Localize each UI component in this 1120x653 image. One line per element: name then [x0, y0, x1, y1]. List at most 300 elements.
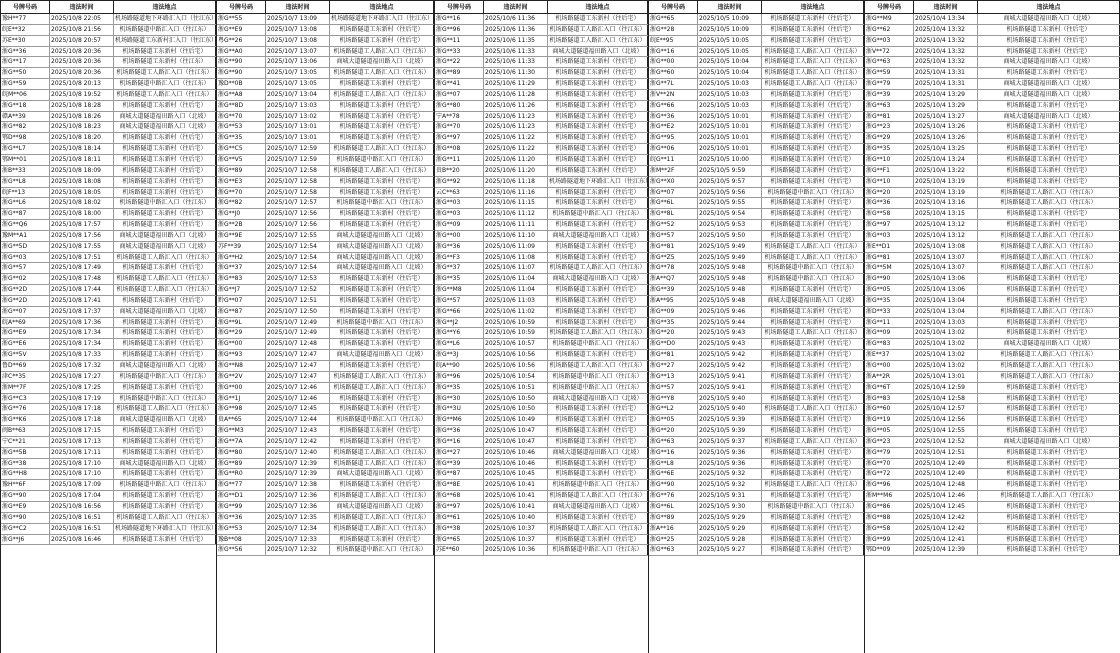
table-row [1, 469, 216, 480]
plate-number-cell: 津C**35 [1, 372, 50, 382]
violation-location-cell: 机场路隧道工东新村（往后宅） [762, 318, 864, 328]
plate-number-cell: 宁C**21 [1, 437, 50, 447]
table-row [217, 242, 434, 253]
violation-time-cell: 2025/10/8 17:04 [50, 491, 114, 501]
table-row [1, 361, 216, 372]
table-row [435, 372, 648, 383]
plate-number-cell: 浙G**36 [1, 47, 50, 57]
plate-number-cell: 浙G**7A [217, 437, 266, 447]
table-row [217, 307, 434, 318]
violation-time-cell: 2025/10/4 13:29 [914, 101, 978, 111]
violation-time-cell: 2025/10/7 12:54 [266, 263, 330, 273]
violation-time-cell: 2025/10/5 9:48 [698, 296, 762, 306]
table-row [1, 198, 216, 209]
violation-time-cell: 2025/10/7 12:56 [266, 209, 330, 219]
plate-number-cell: 浙G**35 [649, 318, 698, 328]
violation-time-cell: 2025/10/8 17:15 [50, 426, 114, 436]
plate-number-cell: 浙G**Y8 [649, 394, 698, 404]
violation-time-cell: 2025/10/7 12:35 [266, 513, 330, 523]
table-row [435, 426, 648, 437]
plate-number-cell: 浙G**83 [217, 274, 266, 284]
violation-time-cell: 2025/10/6 10:40 [484, 513, 548, 523]
violation-time-cell: 2025/10/8 21:56 [50, 25, 114, 35]
violation-location-cell: 机场路隧道中路汇入口（往江东） [114, 79, 216, 89]
violation-time-cell: 2025/10/4 12:48 [914, 480, 978, 490]
plate-number-cell: 浙G**90 [865, 274, 914, 284]
table-row [217, 112, 434, 123]
plate-number-cell: 浙G**78 [649, 263, 698, 273]
plate-number-cell: 浙G**80 [217, 448, 266, 458]
plate-number-cell: 浙G**7L [649, 79, 698, 89]
table-row [217, 90, 434, 101]
violation-time-cell: 2025/10/4 12:49 [914, 469, 978, 479]
table-row [649, 404, 864, 415]
plate-number-cell: 浙G**60 [649, 68, 698, 78]
plate-number-cell: 浙G**66 [649, 101, 698, 111]
violation-location-cell: 机场路隧道工东新村（往后宅） [548, 426, 648, 436]
violation-location-cell: 机场路隧道工东新村（往后宅） [114, 491, 216, 501]
plate-number-cell: 浙G**Y6 [435, 328, 484, 338]
plate-number-cell: 浙G**37 [435, 263, 484, 273]
plate-number-cell: 浙A**Q7 [649, 274, 698, 284]
table-row [865, 361, 1120, 372]
violation-time-cell: 2025/10/8 16:46 [50, 535, 114, 545]
violation-time-cell: 2025/10/5 9:39 [698, 415, 762, 425]
violation-location-cell: 机场路隧道工东新村（往后宅） [762, 361, 864, 371]
table-row [865, 545, 1120, 556]
table-row [1, 144, 216, 155]
table-row [435, 469, 648, 480]
table-row [1, 263, 216, 274]
plate-number-cell: 浙G**L6 [435, 339, 484, 349]
violation-location-cell: 机场路隧道地下环路汇入口（往江东） [331, 15, 434, 22]
plate-number-cell: 鄂D**98 [1, 133, 50, 143]
table-row [649, 307, 864, 318]
table-row [649, 36, 864, 47]
table-row [435, 155, 648, 166]
table-row [649, 133, 864, 144]
violation-location-cell: 机场路隧道工东新村（往后宅） [548, 133, 648, 143]
violation-location-cell: 机场路隧道工东新村（往后宅） [330, 296, 434, 306]
violation-location-cell: 机场路隧道工东新村（往后宅） [762, 394, 864, 404]
violation-location-cell: 商城大道隧道福田路入口（北坡） [978, 339, 1120, 349]
table-row [435, 448, 648, 459]
table-row [435, 166, 648, 177]
violation-time-cell: 2025/10/8 17:18 [50, 404, 114, 414]
table-row [435, 296, 648, 307]
table-row [865, 253, 1120, 264]
table-row [1, 524, 216, 535]
violation-time-cell: 2025/10/5 9:40 [698, 404, 762, 414]
plate-number-cell: 豫M**A1 [1, 231, 50, 241]
violation-time-cell: 2025/10/8 20:36 [50, 68, 114, 78]
table-row [217, 274, 434, 285]
violation-location-cell: 机场路隧道工东新村（往后宅） [762, 112, 864, 122]
violation-location-cell: 商城大道隧道福田路入口（北坡） [330, 57, 434, 67]
plate-number-cell: 闽B**63 [1, 426, 50, 436]
violation-location-cell: 机场路隧道工东新村（往后宅） [330, 122, 434, 132]
violation-time-cell: 2025/10/5 10:09 [698, 25, 762, 35]
violation-time-cell: 2025/10/7 12:59 [266, 144, 330, 154]
violation-time-cell: 2025/10/7 12:49 [266, 328, 330, 338]
violation-time-cell: 2025/10/8 18:08 [50, 177, 114, 187]
table-row [1, 350, 216, 361]
violation-time-cell: 2025/10/8 22:05 [50, 14, 114, 24]
column-header-time: 违法时间 [484, 1, 548, 13]
table-row [865, 328, 1120, 339]
plate-number-cell: 浙G**98 [217, 404, 266, 414]
plate-number-cell: 浙G**57 [649, 231, 698, 241]
violation-time-cell: 2025/10/5 9:30 [698, 502, 762, 512]
table-row [865, 122, 1120, 133]
plate-number-cell: 浙V**72 [865, 47, 914, 57]
table-row [865, 448, 1120, 459]
violation-location-cell: 商城大道隧道福田路入口（北坡） [330, 502, 434, 512]
violation-time-cell: 2025/10/5 9:31 [698, 491, 762, 501]
table-row [649, 296, 864, 307]
violation-location-cell: 机场路隧道工东新村（往后宅） [330, 535, 434, 545]
violation-time-cell: 2025/10/6 11:16 [484, 188, 548, 198]
plate-number-cell: 浙G**50 [1, 68, 50, 78]
violation-time-cell: 2025/10/7 13:08 [266, 25, 330, 35]
violation-time-cell: 2025/10/7 12:44 [266, 415, 330, 425]
violation-time-cell: 2025/10/5 9:37 [698, 437, 762, 447]
plate-number-cell: 浙G**9L [217, 318, 266, 328]
table-row [435, 513, 648, 524]
violation-location-cell: 机场路隧道工人路汇入口（往江东） [330, 144, 434, 154]
plate-number-cell: 浙G**00 [435, 231, 484, 241]
violation-time-cell: 2025/10/6 10:54 [484, 372, 548, 382]
plate-number-cell: 浙M**7F [1, 383, 50, 393]
plate-number-cell: 浙G**10 [865, 155, 914, 165]
violation-location-cell: 机场路隧道中路汇入口（往江东） [330, 155, 434, 165]
violation-time-cell: 2025/10/4 13:19 [914, 188, 978, 198]
violation-time-cell: 2025/10/7 12:57 [266, 198, 330, 208]
plate-number-cell: 浙G**89 [649, 513, 698, 523]
violation-time-cell: 2025/10/7 12:39 [266, 459, 330, 469]
violation-time-cell: 2025/10/5 9:48 [698, 285, 762, 295]
table-panel [216, 0, 434, 653]
violation-location-cell: 机场路隧道工东新村（往后宅） [978, 155, 1120, 165]
table-row [1, 90, 216, 101]
violation-time-cell: 2025/10/8 17:34 [50, 339, 114, 349]
plate-number-cell: 浙G**23 [865, 122, 914, 132]
table-row [435, 47, 648, 58]
violation-time-cell: 2025/10/5 9:36 [698, 448, 762, 458]
violation-location-cell: 商城大道隧道福田路入口（北坡） [548, 448, 648, 458]
violation-time-cell: 2025/10/4 12:39 [914, 545, 978, 555]
violation-time-cell: 2025/10/7 13:07 [266, 47, 330, 57]
plate-number-cell: 浙G**07 [1, 307, 50, 317]
table-row [865, 404, 1120, 415]
violation-time-cell: 2025/10/5 10:01 [698, 144, 762, 154]
table-panel [648, 0, 864, 653]
column-header-plate: 号牌号码 [217, 1, 266, 13]
violation-time-cell: 2025/10/5 9:41 [698, 383, 762, 393]
table-row [649, 220, 864, 231]
violation-time-cell: 2025/10/8 17:32 [50, 361, 114, 371]
table-row [1, 339, 216, 350]
plate-number-cell: 浙G**20 [865, 188, 914, 198]
plate-number-cell: 浙G**10 [865, 177, 914, 187]
violation-time-cell: 2025/10/5 9:49 [698, 242, 762, 252]
violation-time-cell: 2025/10/7 13:06 [266, 57, 330, 67]
table-row [649, 112, 864, 123]
violation-location-cell: 机场路隧道工东新村（往后宅） [330, 285, 434, 295]
table-row [649, 253, 864, 264]
plate-number-cell: 浙G**29 [217, 328, 266, 338]
table-row [865, 307, 1120, 318]
plate-number-cell: 浙G**6L [649, 502, 698, 512]
plate-number-cell: 浙G**79 [865, 79, 914, 89]
violation-time-cell: 2025/10/7 12:47 [266, 350, 330, 360]
violation-time-cell: 2025/10/8 18:02 [50, 198, 114, 208]
violation-time-cell: 2025/10/6 10:36 [484, 545, 548, 555]
plate-number-cell: 浙G**E9 [1, 502, 50, 512]
table-row [435, 274, 648, 285]
column-header-location: 违法地点 [978, 1, 1120, 13]
violation-time-cell: 2025/10/4 13:22 [914, 166, 978, 176]
table-row [435, 177, 652, 188]
violation-time-cell: 2025/10/7 12:58 [266, 177, 330, 187]
violation-time-cell: 2025/10/7 12:51 [266, 296, 330, 306]
plate-number-cell: 苏F**39 [217, 242, 266, 252]
violation-location-cell: 机场路隧道工人路汇入口（往江东） [330, 448, 434, 458]
table-row [865, 144, 1120, 155]
violation-time-cell: 2025/10/7 12:49 [266, 318, 330, 328]
table-row [217, 14, 434, 25]
table-row [649, 25, 864, 36]
table-row [649, 426, 864, 437]
violation-location-cell: 机场路隧道工东新村（往后宅） [762, 166, 864, 176]
violation-time-cell: 2025/10/8 18:26 [50, 112, 114, 122]
violation-time-cell: 2025/10/4 12:51 [914, 448, 978, 458]
column-header-plate: 号牌号码 [865, 1, 914, 13]
violation-time-cell: 2025/10/4 12:45 [914, 502, 978, 512]
table-row [435, 220, 648, 231]
table-row [865, 437, 1120, 448]
table-row [865, 101, 1120, 112]
plate-number-cell: 豫H**6F [1, 480, 50, 490]
table-row [217, 25, 434, 36]
violation-time-cell: 2025/10/7 12:33 [266, 535, 330, 545]
violation-time-cell: 2025/10/8 17:48 [50, 274, 114, 284]
violation-location-cell: 机场路隧道工东新村（往后宅） [762, 25, 864, 35]
violation-location-cell: 机场路隧道工人路汇入口（往江东） [330, 383, 434, 393]
violation-time-cell: 2025/10/7 12:45 [266, 404, 330, 414]
plate-number-cell: 浙G**L8 [649, 459, 698, 469]
violation-location-cell: 机场路隧道工东新村（往后宅） [978, 535, 1120, 545]
violation-location-cell: 机场路隧道工人路汇入口（往江东） [114, 274, 216, 284]
table-row [1, 426, 216, 437]
table-row [435, 101, 648, 112]
plate-number-cell: 浙G**93 [217, 350, 266, 360]
violation-location-cell: 机场路隧道工人路汇入口（往江东） [978, 361, 1120, 371]
plate-number-cell: 浙G**86 [865, 502, 914, 512]
plate-number-cell: 浙G**89 [217, 459, 266, 469]
violation-time-cell: 2025/10/6 10:56 [484, 350, 548, 360]
table-row [865, 242, 1120, 253]
violation-location-cell: 机场路隧道工东新村（往后宅） [762, 350, 864, 360]
violation-location-cell: 机场路隧道工东新村（往后宅） [330, 394, 434, 404]
violation-time-cell: 2025/10/7 12:43 [266, 426, 330, 436]
table-row [217, 285, 434, 296]
plate-number-cell: 浙G**80 [435, 101, 484, 111]
violation-location-cell: 商城大道隧道福田路入口（北坡） [548, 502, 648, 512]
table-row [217, 198, 434, 209]
violation-location-cell: 机场路隧道工东新村（往后宅） [548, 122, 648, 132]
plate-number-cell: 浙G**K6 [1, 415, 50, 425]
table-row [865, 372, 1120, 383]
violation-time-cell: 2025/10/5 10:01 [698, 122, 762, 132]
violation-location-cell: 机场路隧道工东新村（往后宅） [114, 328, 216, 338]
plate-number-cell: 浙G**53 [217, 524, 266, 534]
plate-number-cell: 浙G**2D [1, 296, 50, 306]
violation-location-cell: 机场路隧道工东新村（往后宅） [978, 144, 1120, 154]
plate-number-cell: 浙G**6T [865, 383, 914, 393]
violation-time-cell: 2025/10/7 13:05 [266, 68, 330, 78]
violation-location-cell: 机场路隧道工人路汇入口（往江东） [978, 231, 1120, 241]
plate-number-cell: 浙G**E9 [217, 25, 266, 35]
table-row [649, 242, 864, 253]
plate-number-cell: 浙G**00 [649, 57, 698, 67]
violation-location-cell: 机场路隧道工人路汇入口（往江东） [762, 328, 864, 338]
violation-location-cell: 机场路隧道工人路汇入口（往江东） [978, 198, 1120, 208]
plate-number-cell: 浙G**96 [865, 480, 914, 490]
table-row [865, 155, 1120, 166]
table-row [1, 491, 216, 502]
violation-location-cell: 机场路隧道工人路汇入口（往江东） [114, 513, 216, 523]
table-row [1, 47, 216, 58]
violation-time-cell: 2025/10/5 9:46 [698, 307, 762, 317]
plate-number-cell: 浙G**30 [435, 394, 484, 404]
violation-location-cell: 机场路隧道工东新村（往后宅） [114, 188, 216, 198]
plate-number-cell: 浙G**35 [865, 144, 914, 154]
violation-time-cell: 2025/10/5 9:48 [698, 263, 762, 273]
plate-number-cell: 浙G**55 [217, 14, 266, 24]
violation-time-cell: 2025/10/7 12:42 [266, 437, 330, 447]
plate-number-cell: 浙G**96 [435, 25, 484, 35]
violation-time-cell: 2025/10/5 9:49 [698, 253, 762, 263]
plate-number-cell: 浙G**V5 [217, 155, 266, 165]
table-row [1, 307, 216, 318]
table-row [649, 545, 864, 556]
violation-location-cell: 机场路隧道中路汇入口（往江东） [762, 188, 864, 198]
table-row [649, 513, 864, 524]
table-row [217, 296, 434, 307]
violation-location-cell: 机场路隧道工东新村（往后宅） [978, 285, 1120, 295]
violation-location-cell: 机场路隧道工东新村（往后宅） [114, 166, 216, 176]
violation-time-cell: 2025/10/6 11:09 [484, 242, 548, 252]
violation-location-cell: 机场路隧道工东新村（往后宅） [114, 101, 216, 111]
plate-number-cell: 浙G**9E [217, 231, 266, 241]
violation-location-cell: 机场路隧道中路汇入口（往江东） [548, 209, 648, 219]
table-row [1, 274, 216, 285]
violation-location-cell: 机场路隧道工东新村（往后宅） [978, 101, 1120, 111]
violation-time-cell: 2025/10/8 17:19 [50, 394, 114, 404]
violation-time-cell: 2025/10/5 9:27 [698, 545, 762, 555]
plate-number-cell: 浙G**03 [865, 231, 914, 241]
violation-time-cell: 2025/10/6 11:03 [484, 296, 548, 306]
table-row [435, 209, 648, 220]
violation-time-cell: 2025/10/7 12:56 [266, 220, 330, 230]
violation-location-cell: 机场路隧道工人路汇入口（往江东） [548, 36, 648, 46]
violation-time-cell: 2025/10/8 17:36 [50, 318, 114, 328]
violation-location-cell: 商城大道隧道福田路入口（北坡） [978, 90, 1120, 100]
violation-location-cell: 商城大道隧道福田路入口（北坡） [978, 437, 1120, 447]
violation-location-cell: 机场路隧道工东新村（往后宅） [978, 25, 1120, 35]
violation-time-cell: 2025/10/8 19:52 [50, 90, 114, 100]
plate-number-cell: 浙G**92 [435, 177, 484, 187]
plate-number-cell: 浙G**57 [435, 296, 484, 306]
violation-location-cell: 机场路隧道中路汇入口（往江东） [330, 545, 434, 555]
violation-location-cell: 商城大道隧道福田路入口（北坡） [330, 253, 434, 263]
plate-number-cell: 浙G**88 [865, 513, 914, 523]
violation-time-cell: 2025/10/6 11:04 [484, 285, 548, 295]
plate-number-cell: 浙A**2R [865, 372, 914, 382]
violation-location-cell: 机场路隧道工东新村（往后宅） [762, 14, 864, 24]
violation-time-cell: 2025/10/4 13:01 [914, 372, 978, 382]
violation-time-cell: 2025/10/7 13:04 [266, 90, 330, 100]
violation-location-cell: 机场路隧道工东新村（往后宅） [978, 36, 1120, 46]
violation-time-cell: 2025/10/4 13:02 [914, 328, 978, 338]
table-row [1, 535, 216, 546]
violation-location-cell: 机场路隧道工东新村（往后宅） [978, 177, 1120, 187]
plate-number-cell: 浙G**L7 [1, 144, 50, 154]
violation-time-cell: 2025/10/8 18:20 [50, 133, 114, 143]
violation-location-cell: 机场路隧道工人路汇入口（往江东） [114, 90, 216, 100]
violation-time-cell: 2025/10/4 13:19 [914, 177, 978, 187]
plate-number-cell: 浙G**11 [865, 318, 914, 328]
plate-number-cell: 浙G**36 [435, 426, 484, 436]
violation-location-cell: 商城大道隧道福田路入口（北坡） [114, 415, 216, 425]
table-row [435, 350, 648, 361]
table-row [1, 133, 216, 144]
violation-time-cell: 2025/10/4 13:07 [914, 253, 978, 263]
table-row [865, 47, 1120, 58]
table-row [435, 122, 648, 133]
plate-number-cell: 浙G**06 [649, 144, 698, 154]
table-row [217, 404, 434, 415]
table-row [1, 188, 216, 199]
violation-time-cell: 2025/10/7 12:36 [266, 502, 330, 512]
plate-number-cell: 浙G**18 [1, 101, 50, 111]
table-row [435, 502, 648, 513]
plate-number-cell: 浙G**97 [865, 220, 914, 230]
violation-location-cell: 商城大道隧道福田路入口（北坡） [330, 242, 434, 252]
violation-time-cell: 2025/10/4 12:41 [914, 535, 978, 545]
table-row [865, 25, 1120, 36]
table-row [1, 404, 216, 415]
violation-time-cell: 2025/10/6 10:46 [484, 459, 548, 469]
plate-number-cell: 浙G**C5 [217, 144, 266, 154]
plate-number-cell: 浙G**39 [865, 90, 914, 100]
violation-time-cell: 2025/10/5 9:41 [698, 372, 762, 382]
table-row [649, 459, 864, 470]
plate-number-cell: 浙G**09 [435, 220, 484, 230]
plate-number-cell: 浙G**16 [435, 437, 484, 447]
violation-location-cell: 机场路隧道中路汇入口（往江东） [114, 480, 216, 490]
plate-number-cell: 皖M**06 [1, 90, 50, 100]
violation-time-cell: 2025/10/6 10:50 [484, 394, 548, 404]
violation-location-cell: 机场路隧道工人路汇入口（往江东） [978, 491, 1120, 501]
violation-time-cell: 2025/10/4 13:15 [914, 209, 978, 219]
violation-location-cell: 机场路隧道工东新村（往后宅） [978, 480, 1120, 490]
plate-number-cell: 浙G**59 [865, 68, 914, 78]
plate-number-cell: 浙G**87 [1, 209, 50, 219]
violation-time-cell: 2025/10/6 11:04 [484, 274, 548, 284]
plate-number-cell: 浙G**C3 [1, 394, 50, 404]
